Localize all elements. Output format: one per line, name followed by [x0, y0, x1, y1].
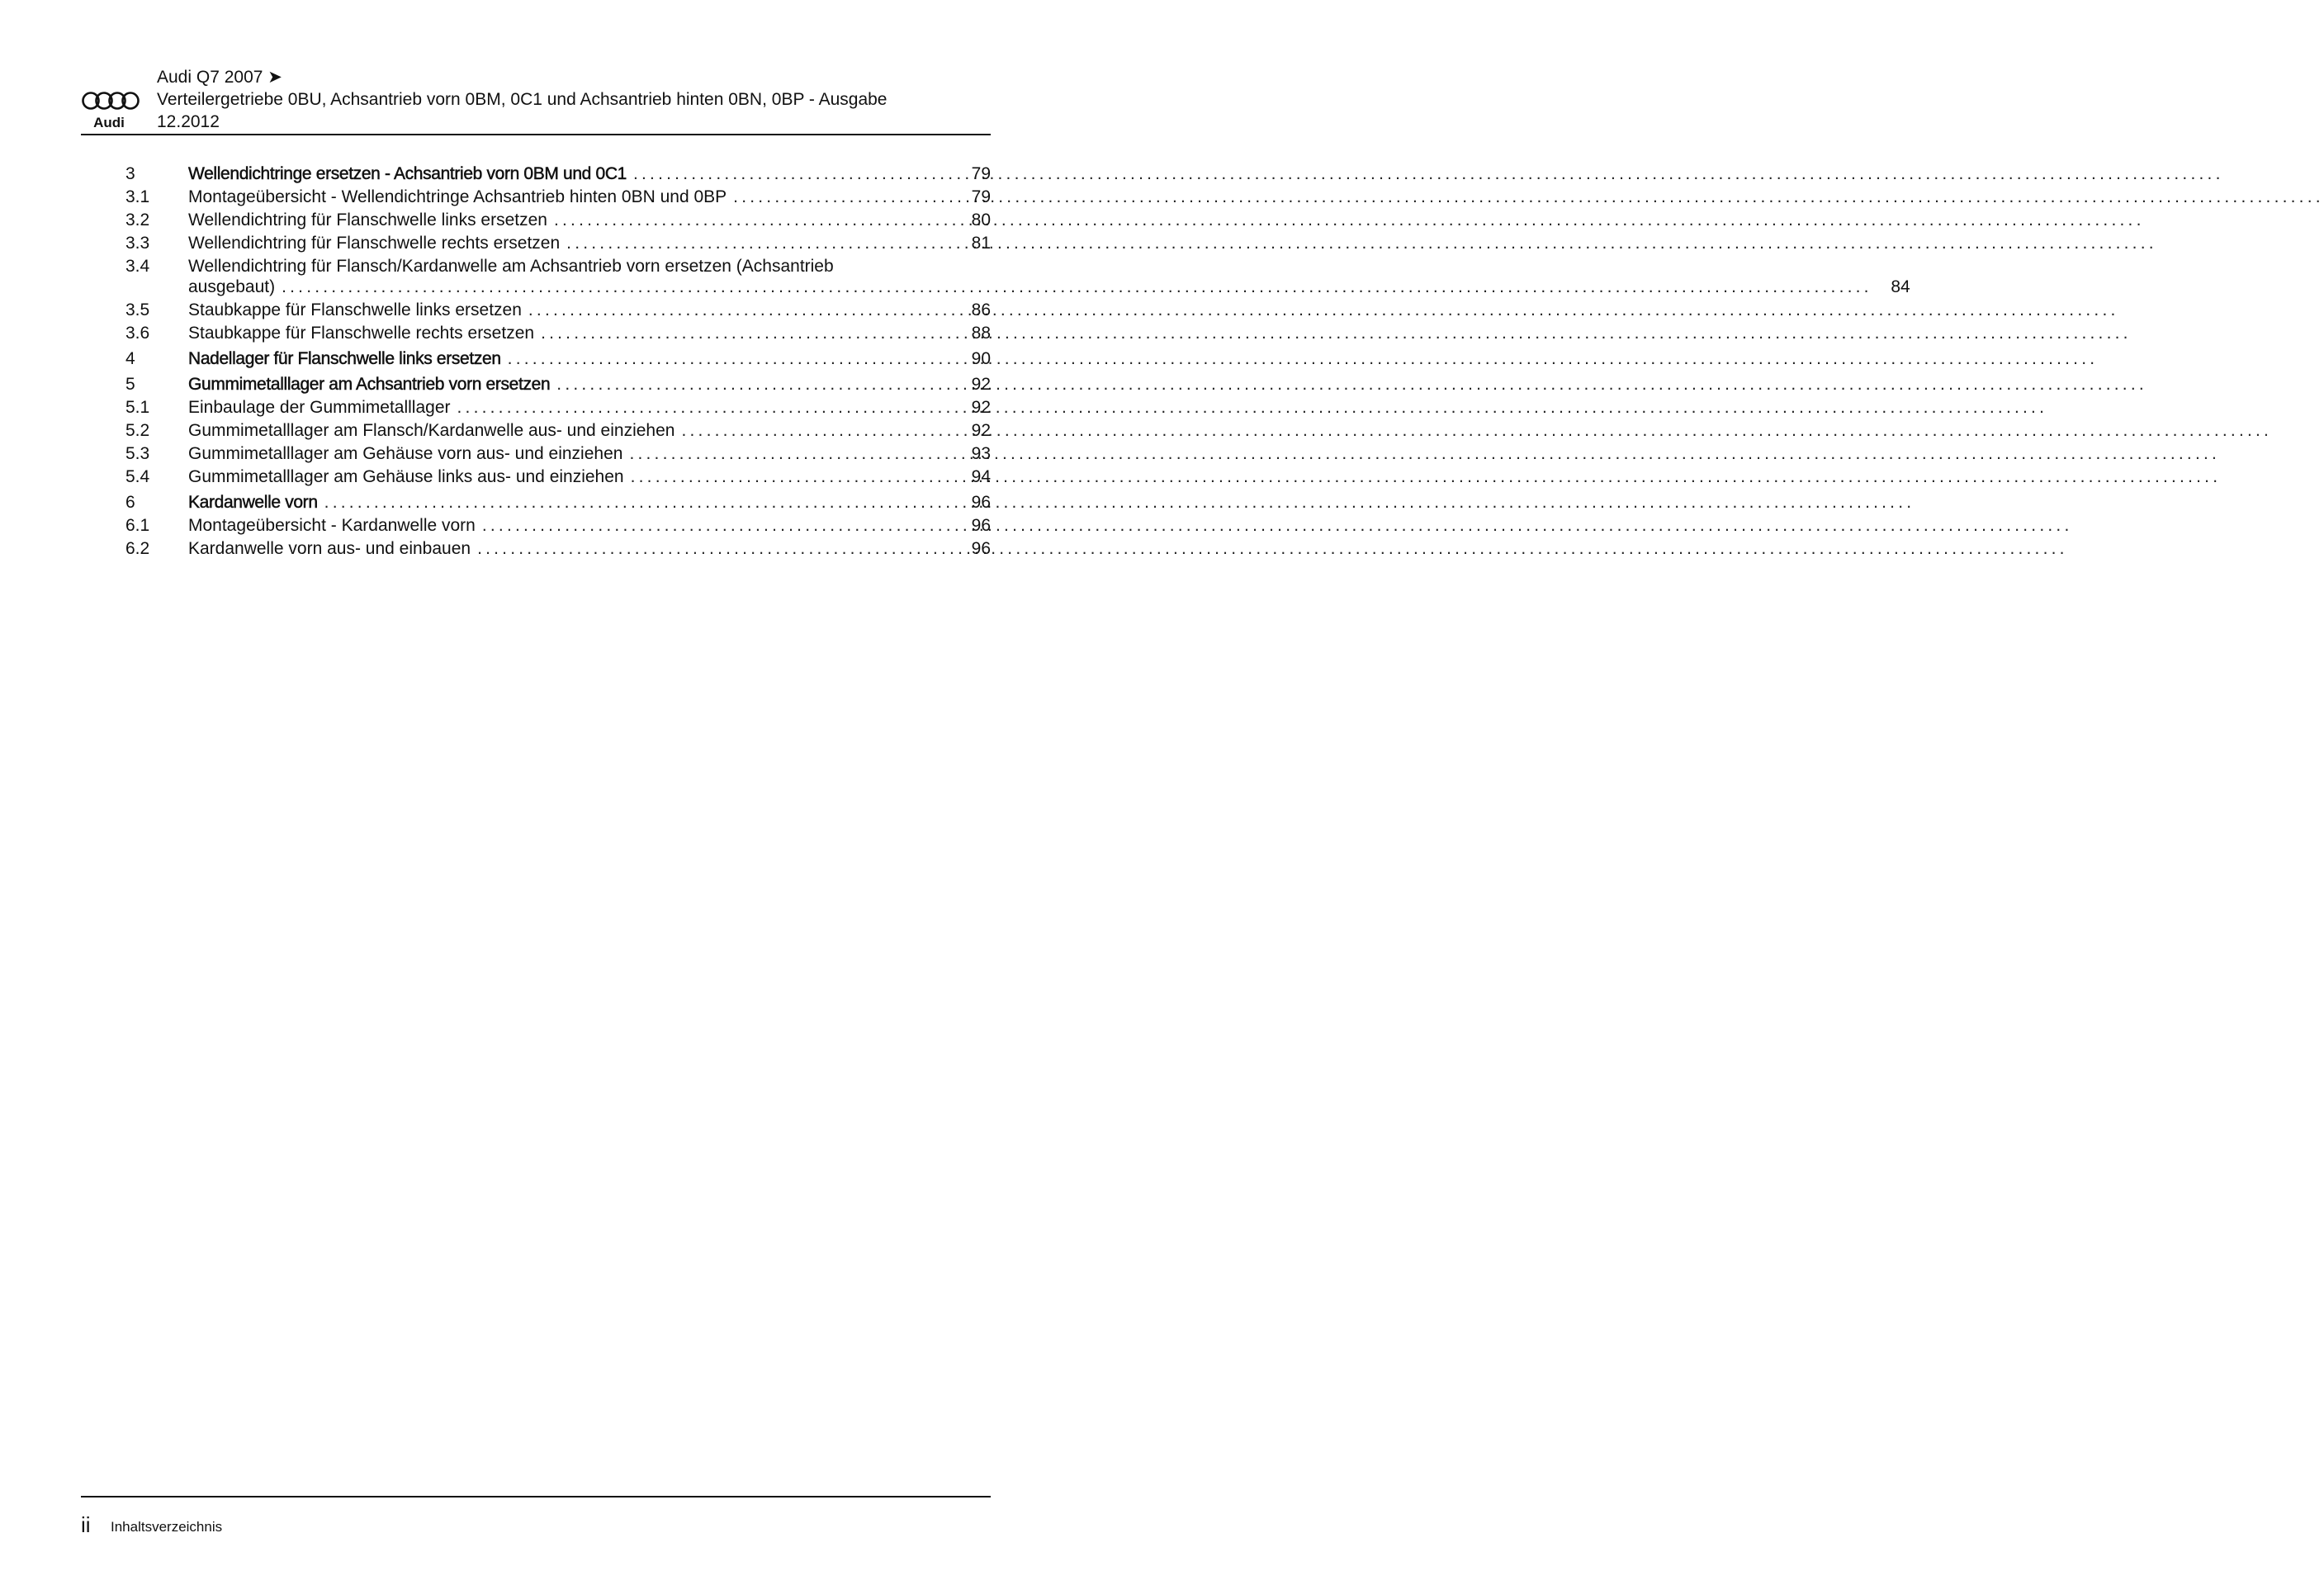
toc-number: 3.6 — [125, 324, 150, 343]
header-text — [157, 66, 991, 133]
toc-page: 94 — [971, 467, 991, 486]
toc-entry-3[interactable] — [125, 163, 991, 184]
page-header — [81, 66, 991, 135]
toc-title-continued: ausgebaut) — [188, 277, 276, 296]
toc-page: 92 — [971, 398, 991, 417]
toc-entry-5-1[interactable] — [125, 397, 991, 418]
toc-page: 86 — [971, 300, 991, 319]
toc-entry-5-2[interactable] — [125, 420, 991, 441]
dot-leader — [566, 233, 2157, 253]
toc-entry-5-3[interactable] — [125, 443, 991, 464]
dot-leader — [554, 210, 2145, 230]
toc-number: 3.5 — [125, 300, 150, 319]
dot-leader — [508, 348, 2099, 369]
header-title: Audi Q7 2007 ➤ — [157, 68, 282, 87]
toc-page: 90 — [971, 349, 991, 368]
toc-title: Nadellager für Flanschwelle links ersetzen — [188, 349, 501, 368]
dot-leader — [324, 492, 1915, 513]
toc-page: 96 — [971, 539, 991, 558]
toc-number: 6.1 — [125, 516, 150, 535]
toc-entry-3-6[interactable] — [125, 323, 991, 343]
toc-title: Wellendichtringe ersetzen - Achsantrieb vorn 0BM und 0C1 — [188, 164, 627, 183]
toc-entry-5[interactable] — [125, 374, 991, 395]
toc-title: Staubkappe für Flanschwelle links ersetzen — [188, 300, 522, 319]
toc-page: 96 — [971, 516, 991, 535]
header-edition: 12.2012 — [157, 112, 220, 131]
toc-number: 6 — [125, 493, 135, 512]
toc-title: Kardanwelle vorn aus- und einbauen — [188, 539, 471, 558]
toc-title: Wellendichtring für Flanschwelle rechts ersetzen — [188, 234, 561, 253]
toc-title: Gummimetalllager am Gehäuse links aus- und einziehen — [188, 467, 624, 486]
dot-leader — [556, 374, 2147, 395]
toc-page: 92 — [971, 421, 991, 440]
dot-leader — [282, 277, 1872, 297]
toc-number: 5.4 — [125, 467, 150, 486]
toc-page: 80 — [971, 211, 991, 229]
toc-number: 5.3 — [125, 444, 150, 463]
toc-page: 79 — [971, 187, 991, 206]
toc-title: Staubkappe für Flanschwelle rechts ersetzen — [188, 324, 535, 343]
toc-title: Gummimetalllager am Flansch/Kardanwelle aus- und einziehen — [188, 421, 675, 440]
toc-title: Wellendichtring für Flansch/Kardanwelle am Achsantrieb vorn ersetzen (Achsantrieb — [188, 257, 834, 276]
toc-title: Gummimetalllager am Achsantrieb vorn ersetzen — [188, 375, 551, 394]
toc-number: 3.2 — [125, 211, 150, 229]
toc-entry-3-4[interactable] — [125, 256, 1910, 297]
toc-number: 5.2 — [125, 421, 150, 440]
dot-leader — [541, 323, 2132, 343]
toc-entry-4[interactable] — [125, 348, 991, 369]
toc-entry-6-1[interactable] — [125, 515, 991, 536]
audi-logo-icon — [81, 91, 147, 130]
dot-leader — [482, 515, 2073, 536]
dot-leader — [681, 420, 2272, 441]
toc-page: 88 — [971, 324, 991, 343]
footer-section-label: Inhaltsverzeichnis — [111, 1519, 223, 1535]
dot-leader — [528, 300, 2119, 320]
toc-title: Wellendichtring für Flanschwelle links ersetzen — [188, 211, 547, 229]
toc-number: 3 — [125, 164, 135, 183]
toc-title: Montageübersicht - Wellendichtringe Achsantrieb hinten 0BN und 0BP — [188, 187, 727, 206]
toc-page: 81 — [971, 234, 991, 253]
toc-title: Montageübersicht - Kardanwelle vorn — [188, 516, 476, 535]
dot-leader — [477, 538, 2068, 559]
table-of-contents — [125, 163, 1910, 561]
toc-entry-6[interactable] — [125, 492, 991, 513]
toc-entry-3-5[interactable] — [125, 300, 991, 320]
page-number: ii — [81, 1512, 91, 1537]
dot-leader — [631, 466, 2222, 487]
logo-text: Audi — [93, 115, 125, 130]
toc-entry-3-2[interactable] — [125, 210, 991, 230]
toc-number: 6.2 — [125, 539, 150, 558]
header-subtitle: Verteilergetriebe 0BU, Achsantrieb vorn 0BM, 0C1 und Achsantrieb hinten 0BN, 0BP - Ausgabe — [157, 90, 887, 109]
toc-page: 84 — [1891, 277, 1910, 296]
toc-number: 3.4 — [125, 257, 150, 276]
toc-title: Kardanwelle vorn — [188, 493, 318, 512]
toc-title: Einbaulage der Gummimetalllager — [188, 398, 451, 417]
toc-number: 3.1 — [125, 187, 150, 206]
page-footer — [81, 1496, 991, 1539]
toc-number: 4 — [125, 349, 135, 368]
toc-page: 96 — [971, 493, 991, 512]
toc-entry-3-1[interactable] — [125, 187, 991, 207]
toc-page: 92 — [971, 375, 991, 394]
toc-page: 93 — [971, 444, 991, 463]
dot-leader — [629, 443, 2220, 464]
dot-leader — [457, 397, 2048, 418]
dot-leader — [633, 163, 2224, 184]
toc-entry-3-3[interactable] — [125, 233, 991, 253]
toc-title: Gummimetalllager am Gehäuse vorn aus- und einziehen — [188, 444, 623, 463]
toc-entry-6-2[interactable] — [125, 538, 991, 559]
toc-number: 5.1 — [125, 398, 150, 417]
toc-page: 79 — [971, 164, 991, 183]
toc-number: 3.3 — [125, 234, 150, 253]
toc-entry-5-4[interactable] — [125, 466, 991, 487]
toc-number: 5 — [125, 375, 135, 394]
